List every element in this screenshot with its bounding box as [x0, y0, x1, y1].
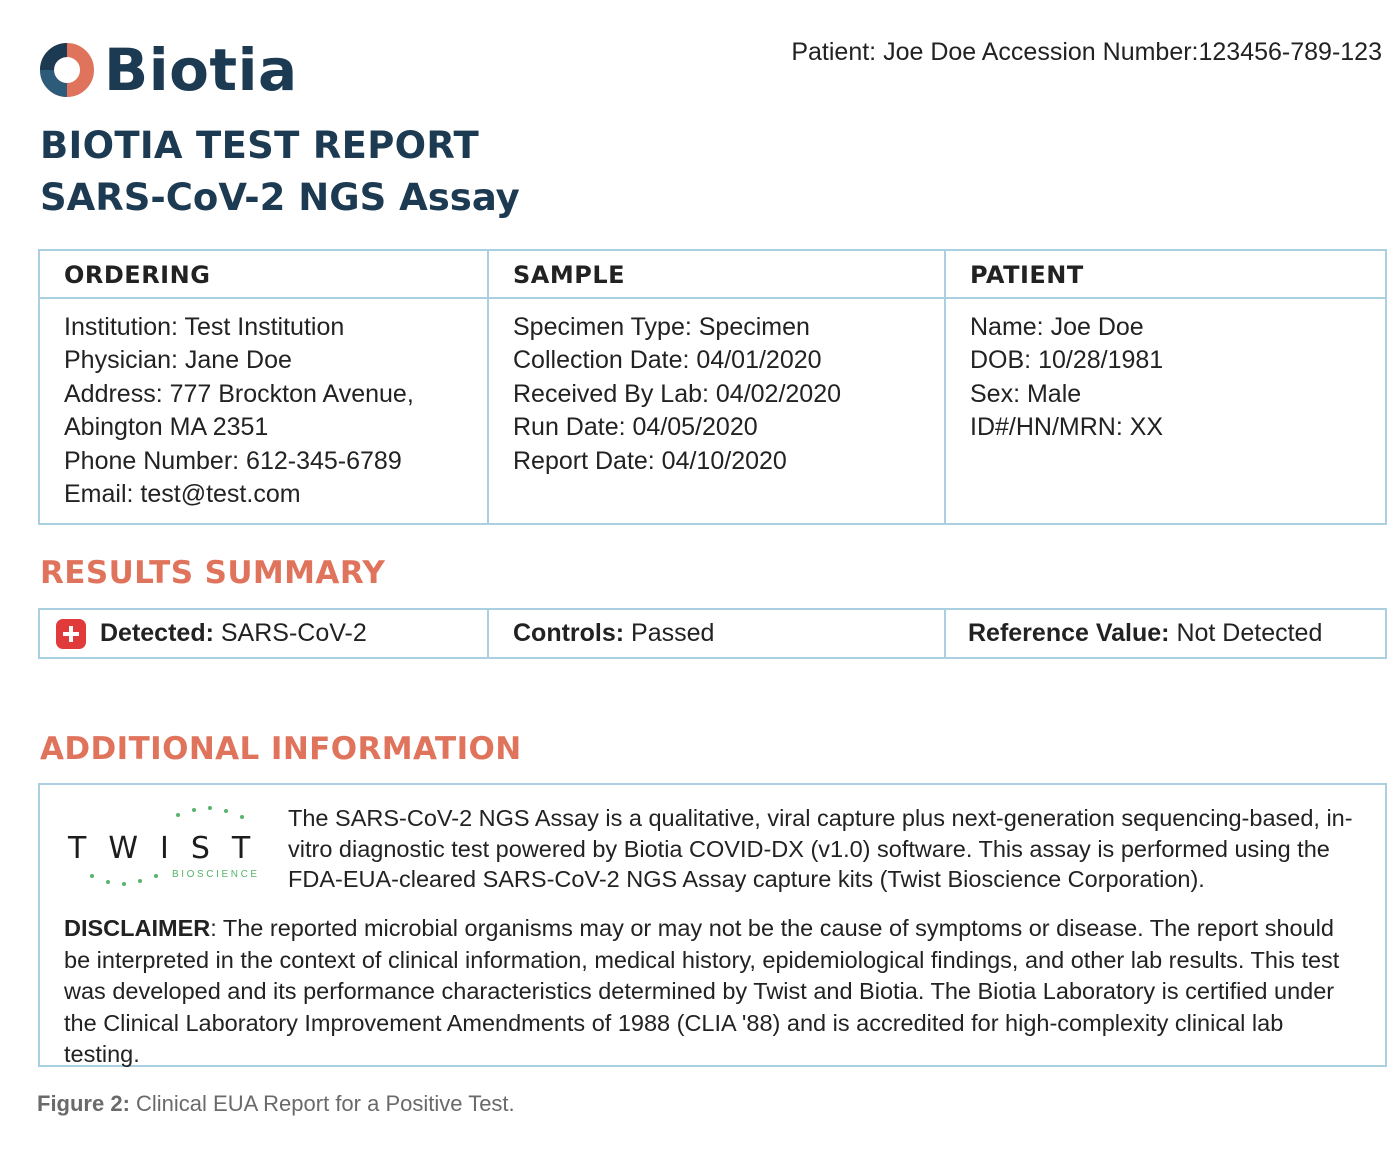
results-summary-heading: RESULTS SUMMARY: [40, 555, 386, 591]
twist-wordmark: TWIST: [68, 831, 273, 866]
ordering-column: [40, 251, 487, 523]
reference-value: Not Detected: [1169, 619, 1323, 647]
results-table: [38, 608, 1387, 659]
patient-column: [944, 251, 1385, 523]
plus-alert-icon: [56, 619, 86, 649]
sample-line: Received By Lab: 04/02/2020: [513, 379, 842, 408]
figure-caption: [37, 1091, 515, 1117]
ordering-line: Abington MA 2351: [64, 413, 269, 442]
patient-line: Sex: Male: [970, 379, 1082, 408]
report-subtitle: SARS-CoV-2 NGS Assay: [40, 176, 520, 219]
ordering-line: Address: 777 Brockton Avenue,: [64, 379, 414, 408]
ordering-line: Email: test@test.com: [64, 480, 301, 509]
reference-cell: [944, 610, 1385, 657]
assay-description: The SARS-CoV-2 NGS Assay is a qualitative, viral capture plus next-generation sequencing-based, in-vitro diagnostic test powered by Biotia COVID-DX (v1.0) software. This assay is performed using the FDA-EUA-cleared SARS-CoV-2 NGS Assay capture kits (Twist Bioscience Corporation).: [288, 805, 1353, 892]
disclaimer-label: DISCLAIMER: [64, 915, 211, 941]
detected-label: Detected:: [100, 619, 214, 647]
sample-line: Run Date: 04/05/2020: [513, 413, 758, 442]
disclaimer-text: : The reported microbial organisms may or may not be the cause of symptoms or disease. The report should be interpreted in the context of clinical information, medical history, epidemiological findings, and other lab results. This test was developed and its performance characteristics determined by Twist and Biotia. The Biotia Laboratory is certified under the Clinical Laboratory Improvement Amendments of 1988 (CLIA '88) and is accredited for high-complexity clinical lab testing.: [64, 915, 1340, 1067]
patient-accession-line: Patient: Joe Doe Accession Number:123456-789-123: [791, 38, 1382, 66]
sample-line: Specimen Type: Specimen: [513, 313, 810, 341]
logo-wordmark: Biotia: [104, 36, 298, 104]
ordering-line: Physician: Jane Doe: [64, 346, 292, 375]
ordering-details: [40, 299, 487, 511]
disclaimer-paragraph: [64, 913, 1364, 1071]
controls-cell: [487, 610, 944, 657]
twist-bioscience-logo: [68, 805, 288, 895]
patient-heading: PATIENT: [946, 251, 1385, 299]
sample-line: Report Date: 04/10/2020: [513, 446, 787, 475]
patient-line: DOB: 10/28/1981: [970, 346, 1164, 375]
patient-line: ID#/HN/MRN: XX: [970, 413, 1164, 442]
detected-cell: [40, 610, 487, 657]
detected-value: SARS-CoV-2: [213, 619, 367, 647]
biotia-logo: [38, 38, 298, 102]
patient-details: [946, 299, 1385, 445]
ordering-line: Institution: Test Institution: [64, 313, 345, 341]
report-title: BIOTIA TEST REPORT: [40, 124, 480, 167]
info-table: [38, 249, 1387, 525]
additional-info-box: [38, 783, 1387, 1067]
additional-info-heading: ADDITIONAL INFORMATION: [40, 731, 522, 767]
sample-details: [489, 299, 944, 478]
sample-column: [487, 251, 944, 523]
twist-subtitle: BIOSCIENCE: [172, 869, 260, 880]
reference-label: Reference Value:: [968, 619, 1170, 647]
controls-value: Passed: [624, 619, 715, 647]
caption-text: Clinical EUA Report for a Positive Test.: [129, 1091, 515, 1116]
ordering-heading: ORDERING: [40, 251, 487, 299]
controls-label: Controls:: [513, 619, 625, 647]
patient-line: Name: Joe Doe: [970, 313, 1144, 341]
sample-line: Collection Date: 04/01/2020: [513, 346, 822, 375]
sample-heading: SAMPLE: [489, 251, 944, 299]
biotia-logo-icon: [38, 41, 96, 99]
ordering-line: Phone Number: 612-345-6789: [64, 446, 402, 475]
caption-label: Figure 2:: [37, 1091, 130, 1116]
